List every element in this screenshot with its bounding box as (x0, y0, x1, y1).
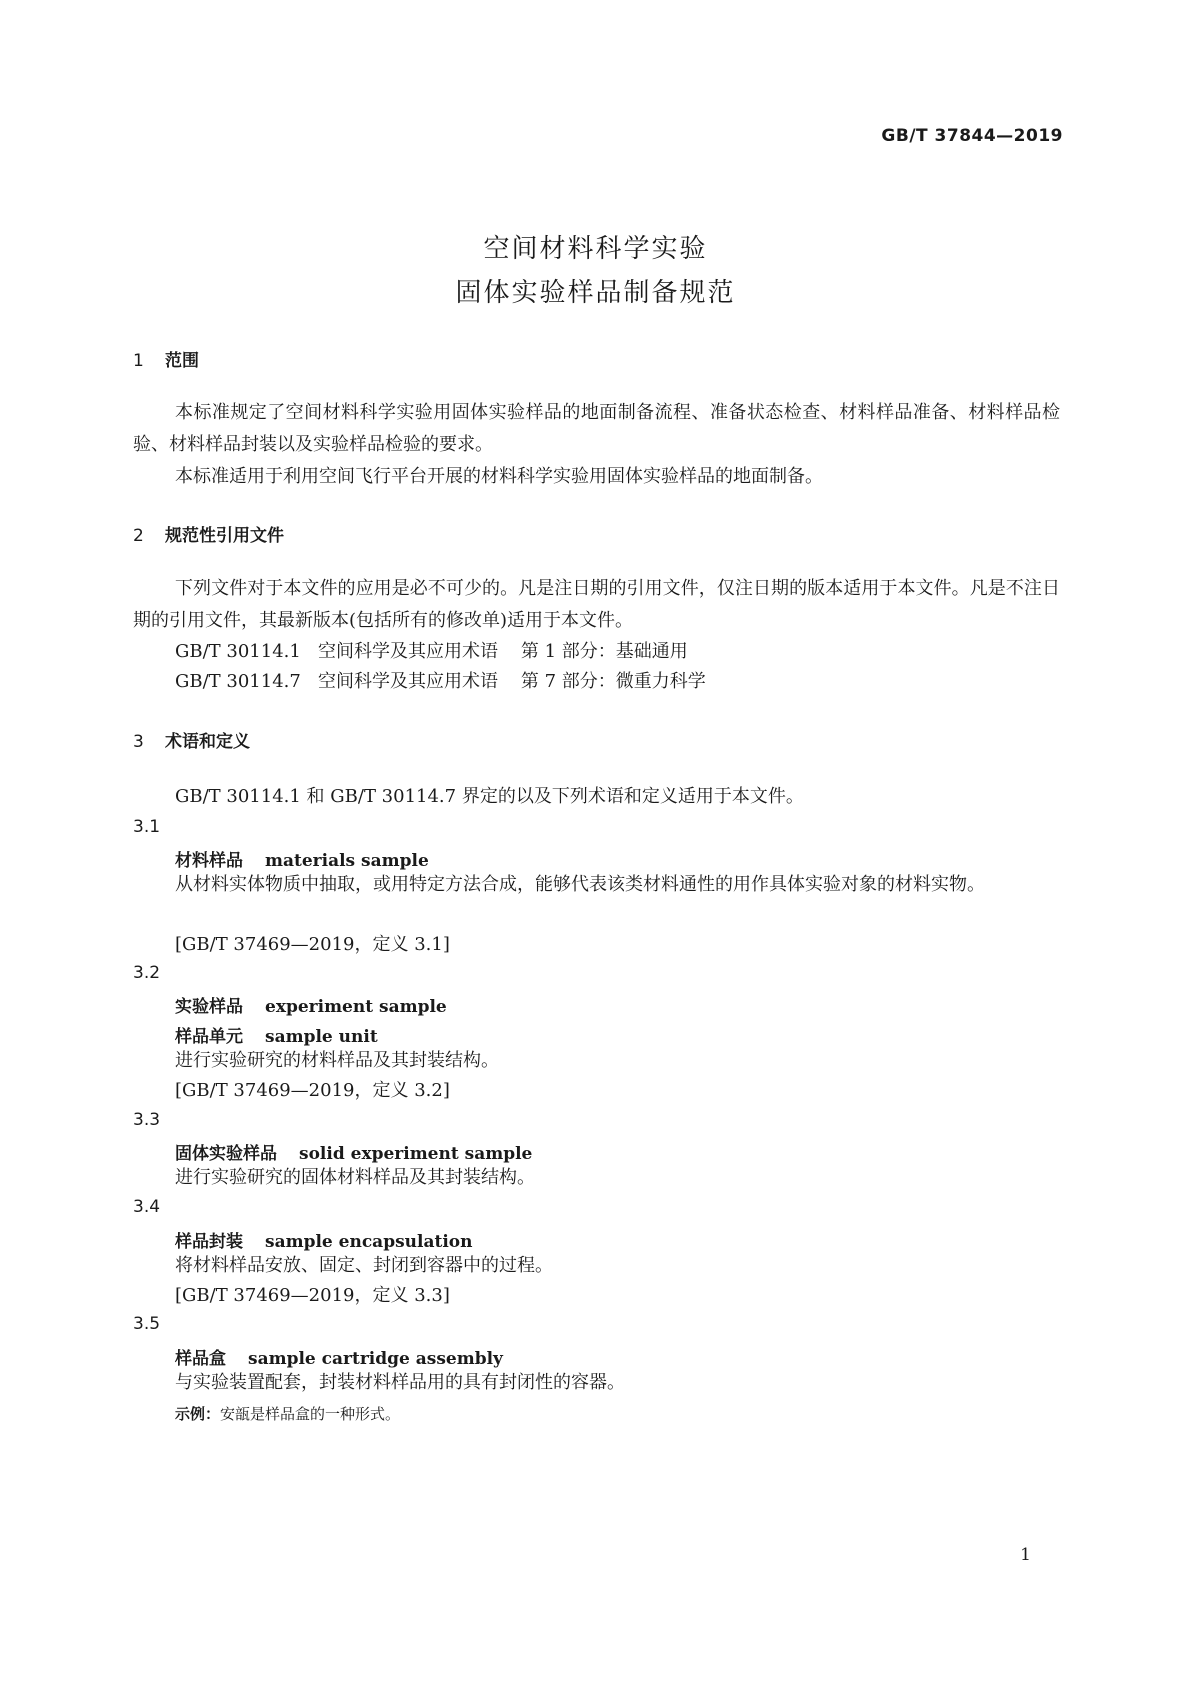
normative-reference-1: GB/T 30114.1 空间科学及其应用术语 第 1 部分：基础通用 (175, 641, 688, 662)
term-3-4-heading (175, 1227, 473, 1252)
term-number-3-1: 3.1 (133, 817, 161, 837)
term-3-2-heading (175, 992, 447, 1017)
section-3-intro: GB/T 30114.1 和 GB/T 30114.7 界定的以及下列术语和定义适用于本文件。 (175, 786, 804, 807)
term-3-4-source: [GB/T 37469—2019，定义 3.3] (175, 1285, 450, 1306)
term-3-4-definition: 将材料样品安放、固定、封闭到容器中的过程。 (175, 1255, 553, 1276)
term-3-1-definition: 从材料实体物质中抽取，或用特定方法合成，能够代表该类材料通性的用作具体实验对象的材料实物。 (175, 874, 985, 895)
section-3-heading (133, 727, 250, 752)
normative-reference-2: GB/T 30114.7 空间科学及其应用术语 第 7 部分：微重力科学 (175, 671, 706, 692)
term-chinese: 实验样品 (175, 997, 243, 1017)
term-3-2-synonym (175, 1022, 378, 1047)
term-3-1-heading (175, 846, 429, 871)
term-3-3-heading (175, 1139, 532, 1164)
term-3-5-example (175, 1403, 400, 1424)
term-number-3-2: 3.2 (133, 963, 161, 983)
term-english: sample unit (265, 1027, 378, 1047)
section-1-paragraph-1: 本标准规定了空间材料科学实验用固体实验样品的地面制备流程、准备状态检查、材料样品准备、材料样品检验、材料样品封装以及实验样品检验的要求。 (133, 402, 1060, 455)
section-2-paragraph-1: 下列文件对于本文件的应用是必不可少的。凡是注日期的引用文件，仅注日期的版本适用于本文件。凡是不注日期的引用文件，其最新版本(包括所有的修改单)适用于本文件。 (133, 578, 1060, 631)
term-english: sample cartridge assembly (248, 1349, 503, 1369)
standard-code: GB/T 37844—2019 (881, 126, 1063, 146)
term-chinese: 材料样品 (175, 851, 243, 871)
term-3-2-source: [GB/T 37469—2019，定义 3.2] (175, 1080, 450, 1101)
example-label: 示例： (175, 1405, 221, 1423)
example-text: 安瓿是样品盒的一种形式。 (220, 1405, 401, 1423)
term-chinese: 样品单元 (175, 1027, 243, 1047)
term-3-5-definition: 与实验装置配套，封装材料样品用的具有封闭性的容器。 (175, 1372, 625, 1393)
section-number: 1 (133, 351, 144, 371)
section-number: 2 (133, 526, 144, 546)
term-english: sample encapsulation (265, 1232, 473, 1252)
section-title: 规范性引用文件 (165, 526, 284, 546)
term-3-2-definition: 进行实验研究的材料样品及其封装结构。 (175, 1050, 499, 1071)
section-1-paragraph-2: 本标准适用于利用空间飞行平台开展的材料科学实验用固体实验样品的地面制备。 (175, 466, 823, 487)
term-number-3-4: 3.4 (133, 1197, 161, 1217)
term-number-3-5: 3.5 (133, 1314, 161, 1334)
term-3-3-definition: 进行实验研究的固体材料样品及其封装结构。 (175, 1167, 535, 1188)
term-chinese: 样品盒 (175, 1349, 226, 1369)
section-title: 术语和定义 (165, 732, 250, 752)
term-3-5-heading (175, 1344, 503, 1369)
term-english: materials sample (265, 851, 429, 871)
section-2-heading (133, 521, 284, 546)
document-title-line2: 固体实验样品制备规范 (455, 278, 736, 308)
term-chinese: 固体实验样品 (175, 1144, 277, 1164)
document-title-line1: 空间材料科学实验 (483, 234, 708, 264)
section-number: 3 (133, 732, 144, 752)
term-3-1-source: [GB/T 37469—2019，定义 3.1] (175, 934, 450, 955)
term-english: solid experiment sample (299, 1144, 533, 1164)
section-1-heading (133, 346, 199, 371)
term-number-3-3: 3.3 (133, 1110, 161, 1130)
term-english: experiment sample (265, 997, 447, 1017)
section-title: 范围 (165, 351, 199, 371)
term-chinese: 样品封装 (175, 1232, 243, 1252)
page-number: 1 (1020, 1545, 1031, 1565)
